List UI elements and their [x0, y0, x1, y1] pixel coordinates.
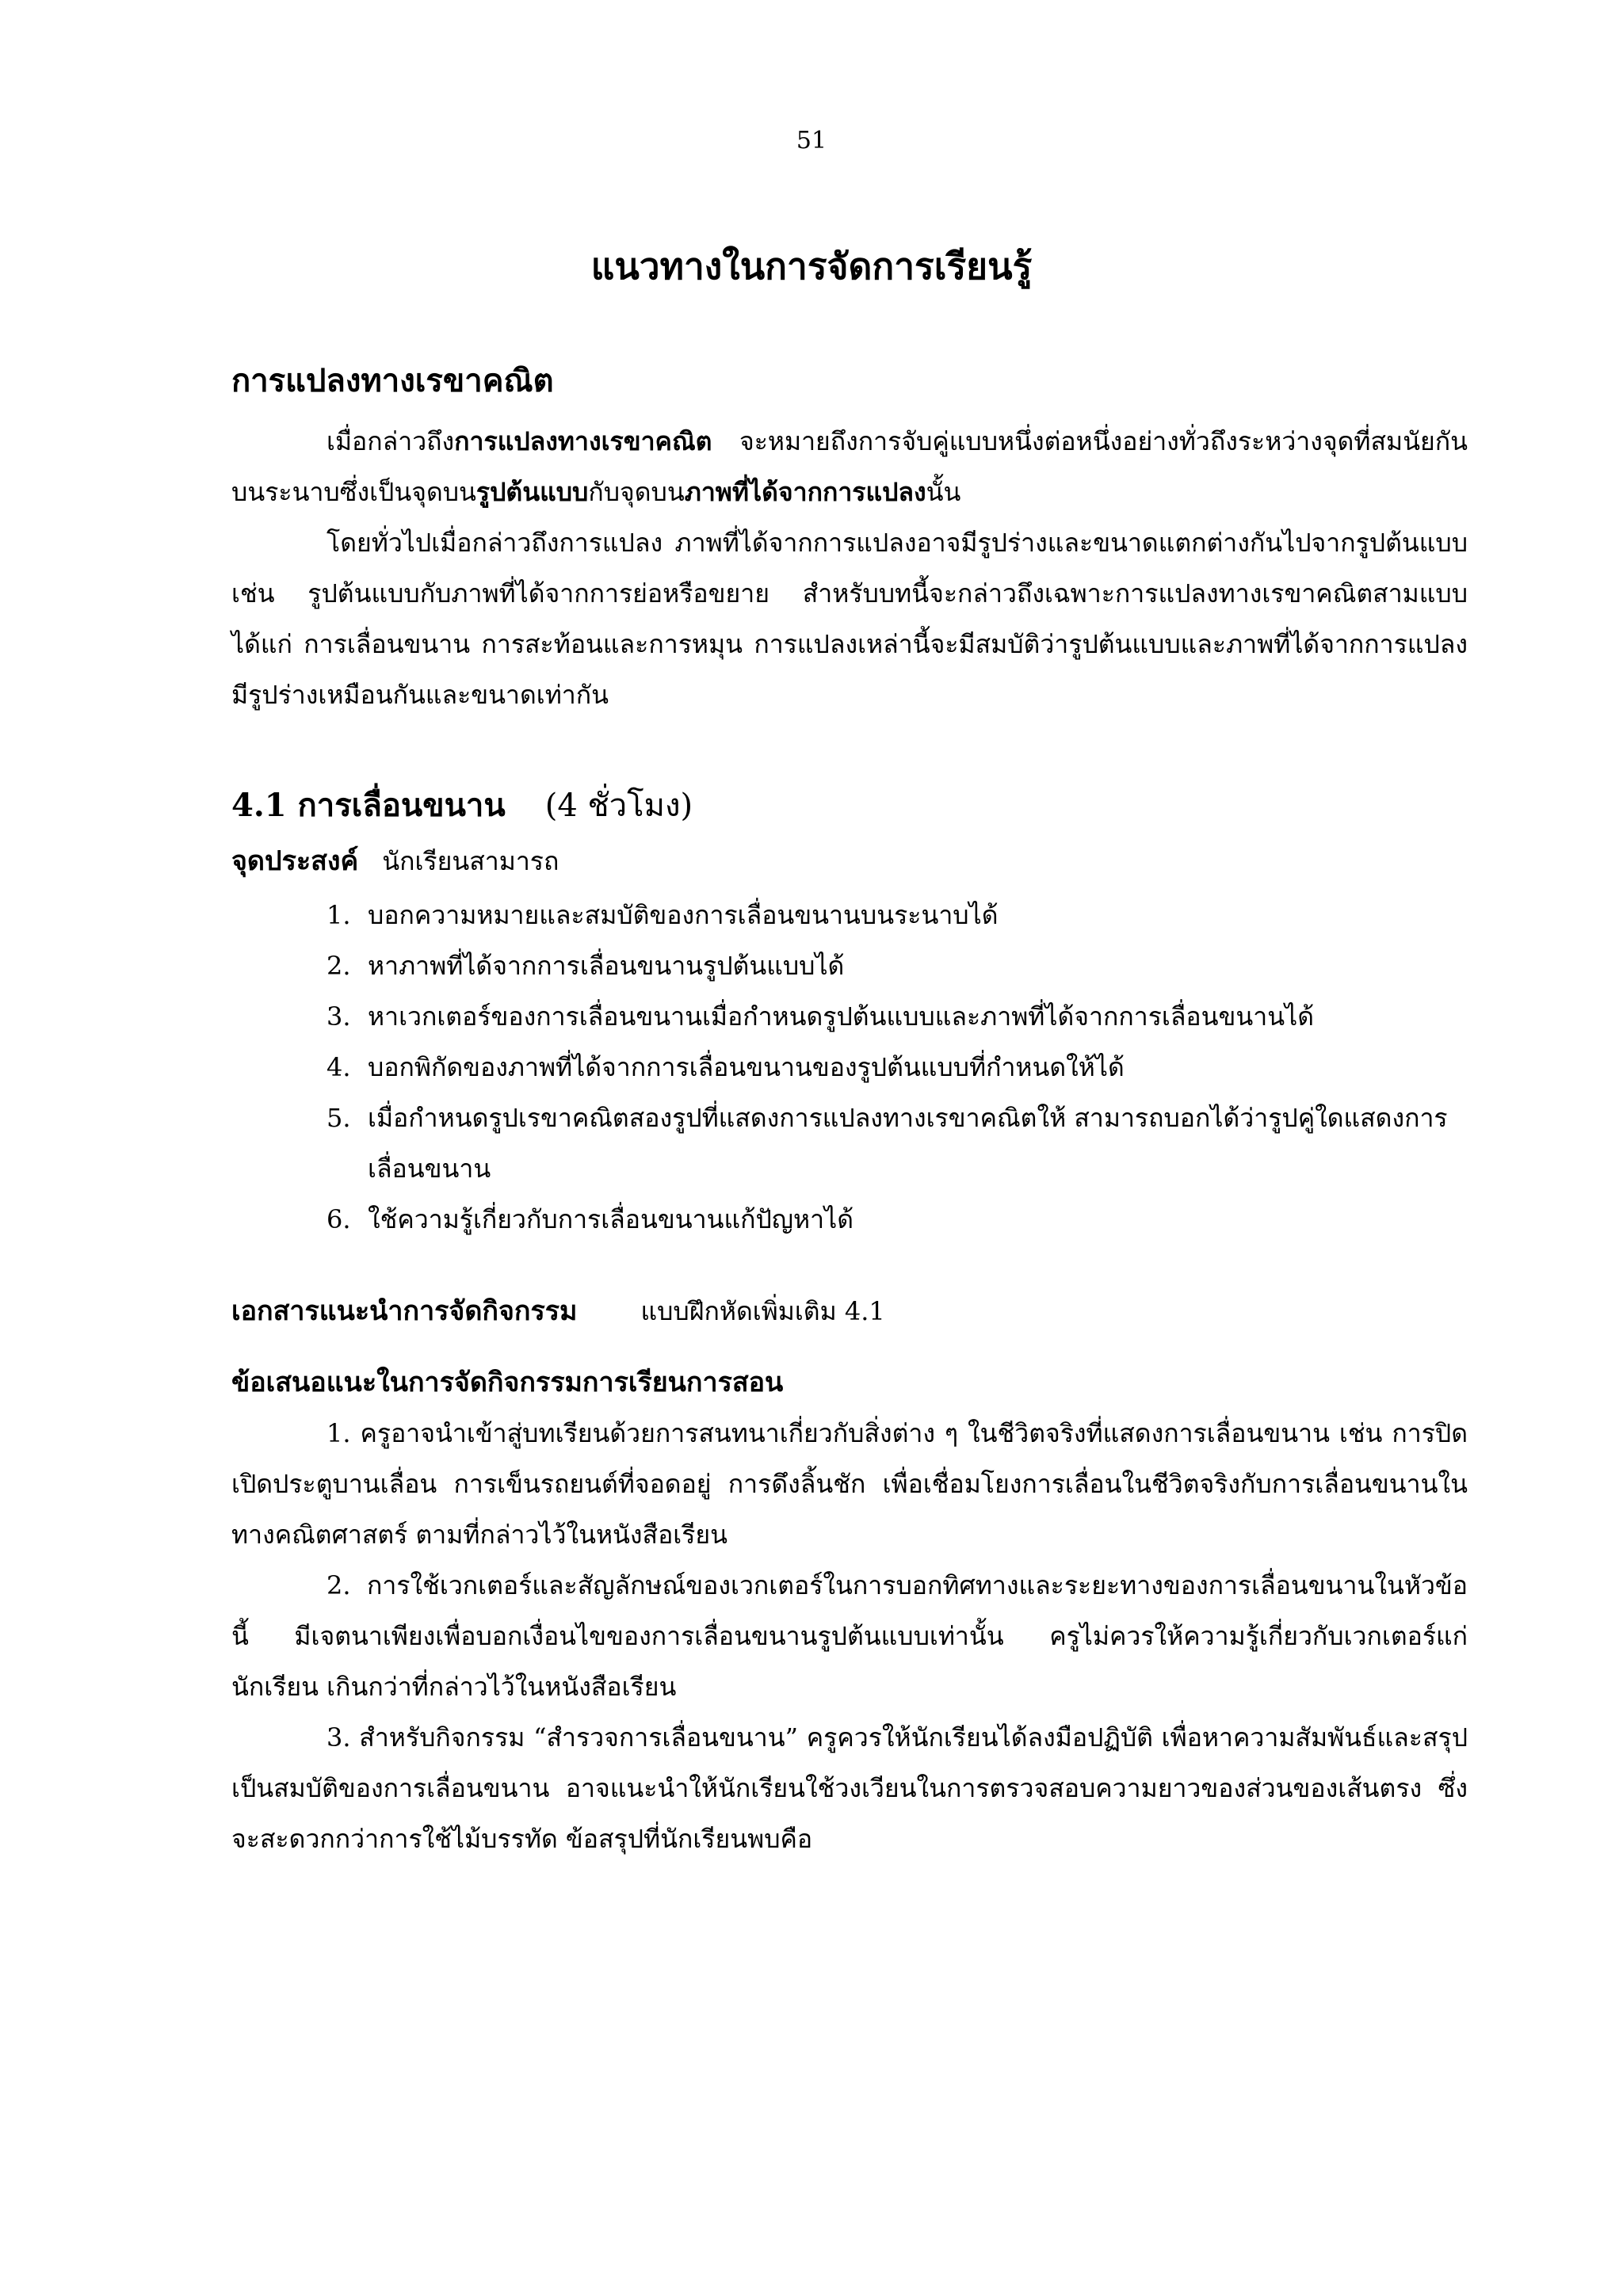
list-item [327, 991, 1468, 1042]
list-item-number: 4. [327, 1052, 351, 1082]
list-item-number: 6. [327, 1204, 351, 1234]
list-item-number: 5. [327, 1103, 351, 1133]
list-item-number: 1. [327, 900, 351, 930]
activity-document-value: แบบฝึกหัดเพิ่มเติม 4.1 [640, 1296, 885, 1326]
definition-text-1: เมื่อกล่าวถึง [327, 426, 455, 456]
suggestion-paragraph: 1. ครูอาจนำเข้าสู่บทเรียนด้วยการสนทนาเกี่ยวกับสิ่งต่าง ๆ ในชีวิตจริงที่แสดงการเลื่อนขนาน เช่น การปิดเปิดประตูบานเลื่อน การเข็นรถยนต์ที่จอดอยู่ การดึงลิ้นชัก เพื่อเชื่อมโยงการเลื่อนในชีวิตจริงกับการเลื่อนขนานในทางคณิตศาสตร์ ตามที่กล่าวไว้ในหนังสือเรียน [231, 1418, 1468, 1550]
spacer [231, 1337, 1468, 1357]
list-item [327, 940, 1468, 991]
list-item [327, 1093, 1468, 1194]
definition-text-2: จะหมายถึงการจับคู่แบบหนึ่งต่อหนึ่งอย่างทั่วถึงระหว่างจุดที่สมนัยกันบนระนาบซึ่งเป็นจุดบน [231, 426, 1468, 507]
section-heading-translation [231, 784, 1468, 828]
list-item-number: 2. [327, 951, 351, 981]
list-item-text: บอกพิกัดของภาพที่ได้จากการเลื่อนขนานของรูปต้นแบบที่กำหนดให้ได้ [368, 1052, 1125, 1082]
objectives-list [231, 890, 1468, 1245]
term-geometric-transformation: การแปลงทางเรขาคณิต [454, 426, 712, 456]
section-heading-geometric-transformation: การแปลงทางเรขาคณิต [231, 362, 554, 399]
definition-paragraph [231, 416, 1468, 517]
translation-hours: (4 ชั่วโมง) [544, 788, 693, 824]
suggestion-paragraph: 3. สำหรับกิจกรรม “สำรวจการเลื่อนขนาน” ครูควรให้นักเรียนได้ลงมือปฏิบัติ เพื่อหาความสัมพันธ์และสรุปเป็นสมบัติของการเลื่อนขนาน อาจแนะนำให้นักเรียนใช้วงเวียนในการตรวจสอบความยาวของส่วนของเส้นตรง ซึ่งจะสะดวกกว่าการใช้ไม้บรรทัด ข้อสรุปที่นักเรียนพบคือ [231, 1722, 1468, 1854]
page-title: แนวทางในการจัดการเรียนรู้ [590, 245, 1033, 288]
objectives-header [231, 836, 1468, 887]
suggestion-paragraph: 2. การใช้เวกเตอร์และสัญลักษณ์ของเวกเตอร์ในการบอกทิศทางและระยะทางของการเลื่อนขนานในหัวข้อนี้ มีเจตนาเพียงเพื่อบอกเงื่อนไขของการเลื่อนขนานรูปต้นแบบเท่านั้น ครูไม่ควรให้ความรู้เกี่ยวกับเวกเตอร์แก่นักเรียน เกินกว่าที่กล่าวไว้ในหนังสือเรียน [231, 1570, 1468, 1702]
objectives-intro: นักเรียนสามารถ [382, 846, 559, 876]
objectives-label: จุดประสงค์ [231, 845, 359, 877]
list-item [327, 1194, 1468, 1245]
spacer [231, 1245, 1468, 1286]
list-item-text: บอกความหมายและสมบัติของการเลื่อนขนานบนระนาบได้ [368, 900, 999, 930]
term-image: ภาพที่ได้จากการแปลง [684, 477, 926, 507]
list-item [327, 890, 1468, 940]
list-item-text: เมื่อกำหนดรูปเรขาคณิตสองรูปที่แสดงการแปลงทางเรขาคณิตให้ สามารถบอกได้ว่ารูปคู่ใดแสดงการเลื่อนขนาน [368, 1103, 1448, 1184]
activity-document-line [231, 1286, 1468, 1337]
translation-title: 4.1 การเลื่อนขนาน [231, 787, 506, 824]
term-preimage: รูปต้นแบบ [475, 477, 589, 507]
activity-document-label: เอกสารแนะนำการจัดกิจกรรม [231, 1295, 578, 1327]
teaching-suggestions-heading: ข้อเสนอแนะในการจัดกิจกรรมการเรียนการสอน [231, 1367, 784, 1398]
list-item-text: ใช้ความรู้เกี่ยวกับการเลื่อนขนานแก้ปัญหาได้ [368, 1204, 854, 1234]
list-item [327, 1042, 1468, 1093]
page-number: 51 [796, 127, 827, 154]
list-item-number: 3. [327, 1001, 351, 1032]
spacer [231, 720, 1468, 784]
list-item-text: หาเวกเตอร์ของการเลื่อนขนานเมื่อกำหนดรูปต้นแบบและภาพที่ได้จากการเลื่อนขนานได้ [368, 1001, 1314, 1032]
document-body [231, 360, 1468, 1864]
list-item-text: หาภาพที่ได้จากการเลื่อนขนานรูปต้นแบบได้ [368, 951, 845, 981]
definition-text-4: นั้น [926, 477, 961, 507]
definition-text-3: กับจุดบน [588, 477, 685, 507]
overview-paragraph: โดยทั่วไปเมื่อกล่าวถึงการแปลง ภาพที่ได้จากการแปลงอาจมีรูปร่างและขนาดแตกต่างกันไปจากรูปต้นแบบ เช่น รูปต้นแบบกับภาพที่ได้จากการย่อหรือขยาย สำหรับบทนี้จะกล่าวถึงเฉพาะการแปลงทางเรขาคณิตสามแบบ ได้แก่ การเลื่อนขนาน การสะท้อนและการหมุน การแปลงเหล่านี้จะมีสมบัติว่ารูปต้นแบบและภาพที่ได้จากการแปลงมีรูปร่างเหมือนกันและขนาดเท่ากัน [231, 528, 1468, 710]
